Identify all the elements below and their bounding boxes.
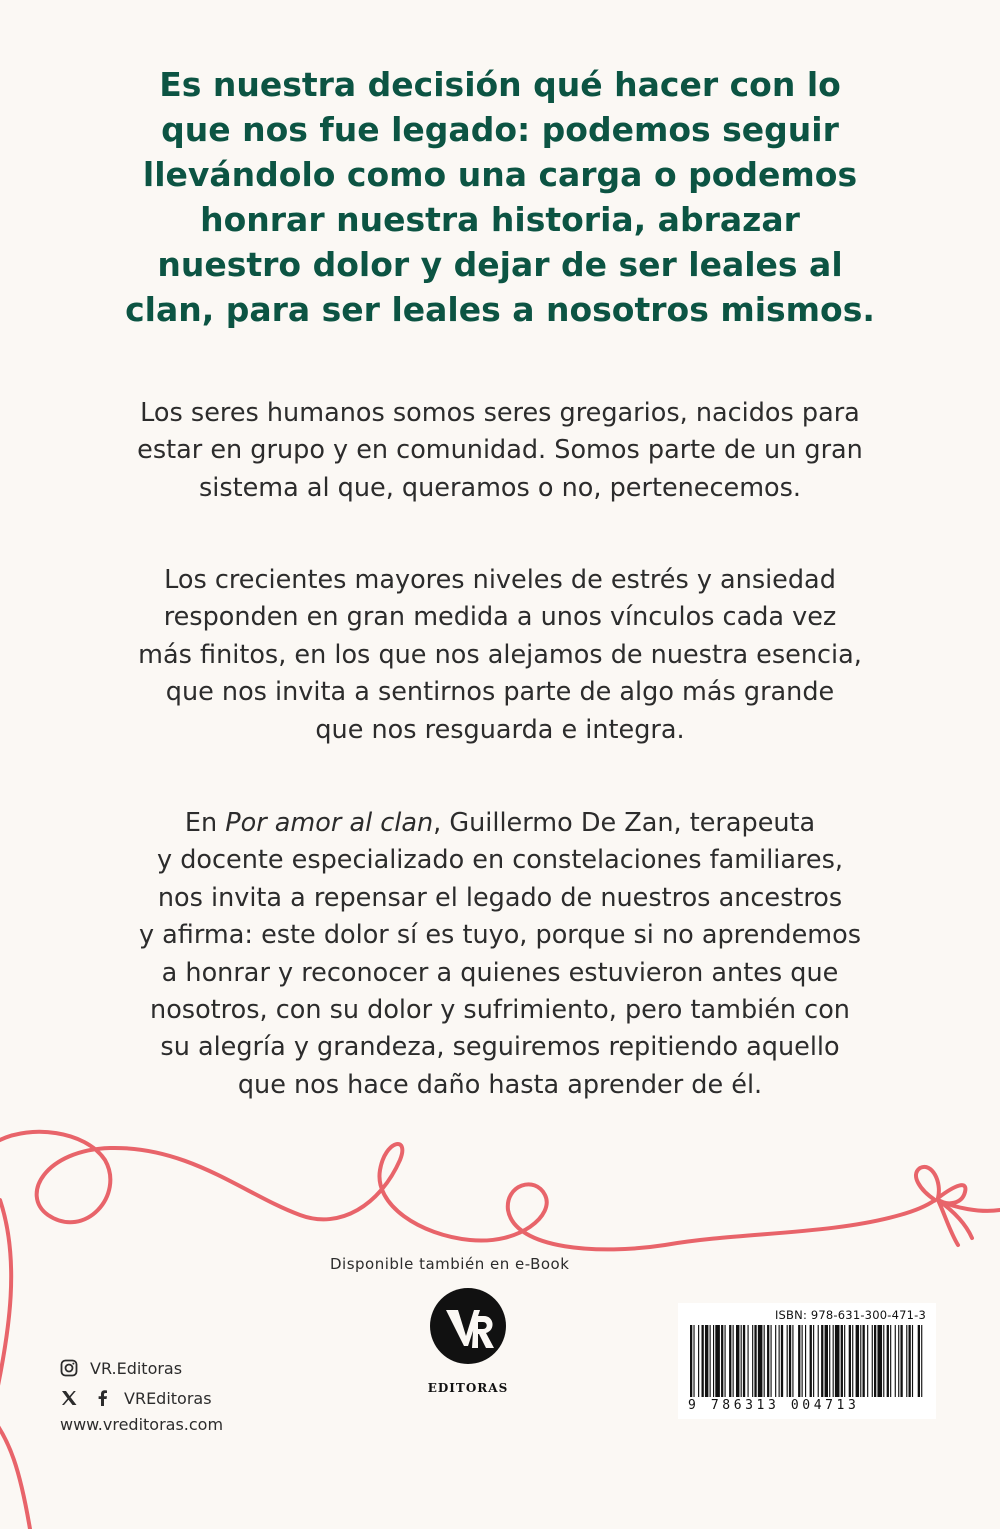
barcode-bar — [860, 1325, 861, 1397]
barcode-bar — [802, 1325, 803, 1397]
paragraph-line: más finitos, en los que nos alejamos de nuestra esencia, — [138, 639, 862, 670]
barcode-bar — [715, 1325, 720, 1397]
line-prefix: En — [184, 808, 226, 838]
barcode-bar — [710, 1325, 711, 1397]
instagram-link[interactable] — [60, 1353, 223, 1383]
headline-line: que nos fue legado: podemos seguir — [161, 110, 839, 149]
barcode-bar — [890, 1325, 891, 1397]
social-links — [60, 1353, 223, 1434]
instagram-icon — [60, 1359, 78, 1377]
barcode-bar — [895, 1325, 896, 1397]
barcode-bar — [835, 1325, 840, 1397]
barcode-bar — [743, 1325, 745, 1397]
logo-text: EDITORAS — [428, 1381, 508, 1395]
barcode-bar — [721, 1325, 723, 1397]
barcode-bar — [690, 1325, 692, 1397]
barcode-bar — [818, 1325, 819, 1397]
paragraph-gregarious — [40, 395, 960, 507]
vr-editoras-logo — [428, 1286, 508, 1398]
paragraph-line: Los seres humanos somos seres gregarios, nacidos para — [140, 398, 860, 428]
headline-quote — [60, 62, 940, 332]
headline-line: Es nuestra decisión qué hacer con lo — [159, 65, 841, 104]
barcode-bar — [698, 1325, 699, 1397]
barcode-bar — [741, 1325, 742, 1397]
isbn-barcode-box — [678, 1303, 936, 1419]
barcode-bar — [900, 1325, 902, 1397]
barcode-bar — [841, 1325, 843, 1397]
barcode-bar — [825, 1325, 828, 1397]
barcode-bar — [909, 1325, 911, 1397]
paragraph-line: que nos resguarda e integra. — [315, 714, 685, 745]
paragraph-line: sistema al que, queramos o no, pertenecemos. — [198, 472, 802, 503]
book-title: Por amor al clan — [225, 808, 434, 838]
paragraph-book-summary — [40, 805, 960, 1104]
barcode-bar — [787, 1325, 788, 1397]
barcode-bar — [713, 1325, 714, 1397]
barcode-bar — [887, 1325, 889, 1397]
barcode-bar — [725, 1325, 726, 1397]
paragraph-stress — [40, 562, 960, 749]
barcode-bar — [789, 1325, 791, 1397]
paragraph-line: Los crecientes mayores niveles de estrés y ansiedad — [164, 565, 836, 595]
paragraph-line: a honrar y reconocer a quienes estuvieron antes que — [161, 957, 839, 988]
barcode-digits: 9 786313 004713 — [688, 1398, 860, 1413]
x-facebook-link[interactable] — [60, 1383, 223, 1413]
paragraph-line: nosotros, con su dolor y sufrimiento, pero también con — [150, 995, 850, 1026]
barcode-bar — [781, 1325, 783, 1397]
barcode-bar — [829, 1325, 830, 1397]
barcode-bar — [921, 1325, 922, 1397]
barcode-bar — [813, 1325, 814, 1397]
headline-line: nuestro dolor y dejar de ser leales al — [157, 245, 843, 284]
paragraph-line — [40, 805, 960, 842]
paragraph-line: responden en gran medida a unos vínculos cada vez — [163, 602, 837, 633]
barcode-bar — [758, 1325, 763, 1397]
barcode-bar — [764, 1325, 765, 1397]
barcode-bar — [852, 1325, 853, 1397]
barcode-bar — [767, 1325, 769, 1397]
barcode-bar — [705, 1325, 708, 1397]
barcode-bar — [736, 1325, 739, 1397]
x-icon — [60, 1389, 78, 1407]
barcode-bar — [805, 1325, 806, 1397]
barcode-bar — [877, 1325, 882, 1397]
barcode-bar — [771, 1325, 772, 1397]
barcode-bar — [833, 1325, 834, 1397]
x-facebook-handle: VREditoras — [124, 1388, 212, 1408]
paragraph-line: y docente especializado en constelaciones familiares, — [157, 845, 843, 876]
headline-line: llevándolo como una carga o podemos — [142, 155, 858, 194]
barcode-bar — [810, 1325, 812, 1397]
website-link[interactable]: www.vreditoras.com — [60, 1415, 224, 1434]
barcode-icon — [688, 1325, 926, 1397]
barcode-bar — [775, 1325, 776, 1397]
barcode-bar — [748, 1325, 749, 1397]
barcode-bar — [752, 1325, 753, 1397]
barcode-bar — [918, 1325, 920, 1397]
instagram-handle: VR.Editoras — [90, 1358, 183, 1378]
barcode-bar — [883, 1325, 884, 1397]
line-suffix: , Guillermo De Zan, terapeuta — [433, 808, 816, 838]
barcode-bar — [693, 1325, 694, 1397]
barcode-bar — [754, 1325, 756, 1397]
facebook-icon — [94, 1389, 112, 1407]
paragraph-line: y afirma: este dolor sí es tuyo, porque si no aprendemos — [138, 920, 862, 951]
barcode-bar — [779, 1325, 780, 1397]
barcode-bar — [844, 1325, 845, 1397]
paragraph-line: que nos hace daño hasta aprender de él. — [237, 1069, 763, 1100]
isbn-label: ISBN: 978-631-300-471-3 — [774, 1308, 926, 1322]
barcode-bar — [906, 1325, 907, 1397]
barcode-bar — [898, 1325, 899, 1397]
headline-line: clan, para ser leales a nosotros mismos. — [125, 290, 875, 329]
barcode-bar — [912, 1325, 913, 1397]
barcode-bar — [874, 1325, 876, 1397]
paragraph-line: estar en grupo y en comunidad. Somos parte de un gran — [137, 435, 863, 466]
barcode-bar — [872, 1325, 873, 1397]
barcode-bar — [792, 1325, 793, 1397]
barcode-bar — [856, 1325, 859, 1397]
paragraph-line: nos invita a repensar el legado de nuestros ancestros — [157, 882, 843, 913]
barcode-bar — [729, 1325, 731, 1397]
barcode-bar — [733, 1325, 734, 1397]
paragraph-line: que nos invita a sentirnos parte de algo más grande — [165, 677, 835, 708]
barcode-bar — [821, 1325, 823, 1397]
ebook-availability: Disponible también en e-Book — [330, 1255, 570, 1273]
barcode-bar — [798, 1325, 800, 1397]
barcode-bar — [849, 1325, 851, 1397]
paragraph-line: su alegría y grandeza, seguiremos repitiendo aquello — [160, 1032, 840, 1063]
barcode-bar — [867, 1325, 868, 1397]
barcode-bar — [702, 1325, 704, 1397]
barcode-bar — [863, 1325, 865, 1397]
headline-line: honrar nuestra historia, abrazar — [200, 200, 800, 239]
